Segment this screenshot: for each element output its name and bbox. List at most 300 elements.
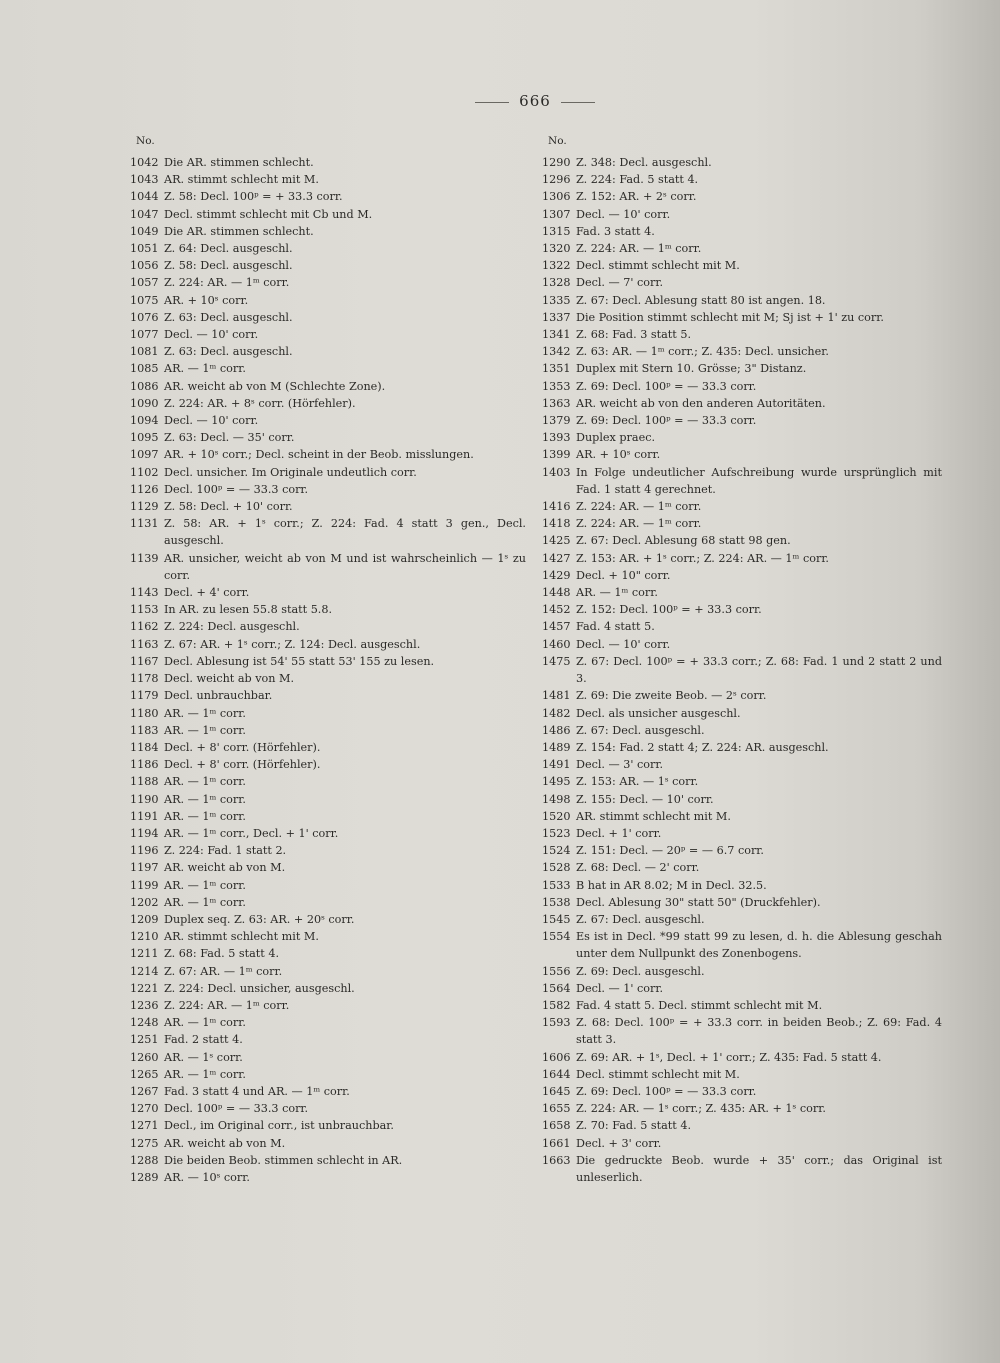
- entry-number: 1482: [542, 706, 571, 720]
- list-item: [542, 206, 942, 223]
- list-item: [130, 446, 526, 463]
- entry-number: 1655: [542, 1102, 571, 1116]
- entry-text: Decl. Ablesung 30" statt 50" (Druckfehler).: [576, 895, 821, 909]
- list-item: [130, 360, 526, 377]
- entry-text: AR. — 1ˢ corr.: [164, 1050, 243, 1064]
- list-item: [130, 722, 526, 739]
- entry-text: Z. 67: Decl. Ablesung 68 statt 98 gen.: [576, 534, 791, 548]
- entry-number: 1042: [130, 156, 159, 169]
- list-item: [542, 446, 942, 463]
- entry-text: Decl. — 10' corr.: [164, 414, 259, 428]
- entry-number: 1335: [542, 293, 571, 307]
- entry-text: Decl. 100ᵖ = — 33.3 corr.: [164, 1102, 309, 1116]
- list-item: [130, 309, 526, 326]
- entry-text: Z. 154: Fad. 2 statt 4; Z. 224: AR. ausgeschl.: [576, 740, 829, 754]
- entry-number: 1486: [542, 723, 571, 737]
- list-item: [130, 429, 526, 446]
- entry-text: Es ist in Decl. *99 statt 99 zu lesen, d. h. die Ablesung geschah unter dem Nullpunkt des Zonenbogens.: [576, 930, 942, 961]
- entry-text: Z. 224: AR. — 1ᵐ corr.: [164, 998, 290, 1012]
- entry-text: Decl. stimmt schlecht mit M.: [576, 259, 740, 273]
- list-item: [542, 1014, 942, 1048]
- left-entry-list: [130, 154, 526, 1186]
- entry-number: 1538: [542, 895, 571, 909]
- entry-text: Z. 151: Decl. — 20ᵖ = — 6.7 corr.: [576, 844, 764, 858]
- entry-text: Z. 70: Fad. 5 statt 4.: [576, 1119, 691, 1133]
- entry-text: Die beiden Beob. stimmen schlecht in AR.: [164, 1153, 403, 1167]
- entry-number: 1306: [542, 190, 571, 204]
- entry-number: 1077: [130, 328, 159, 342]
- entry-text: Die gedruckte Beob. wurde + 35' corr.; das Original ist unleserlich.: [576, 1153, 942, 1184]
- entry-text: Z. 58: Decl. + 10' corr.: [164, 500, 293, 514]
- list-item: [542, 601, 942, 618]
- list-item: [130, 481, 526, 498]
- list-item: [542, 636, 942, 653]
- entry-text: Fad. 3 statt 4 und AR. — 1ᵐ corr.: [164, 1084, 350, 1098]
- entry-text: Decl. + 3' corr.: [576, 1136, 662, 1150]
- entry-number: 1270: [130, 1102, 159, 1116]
- list-item: [130, 687, 526, 704]
- list-item: [130, 1117, 526, 1134]
- list-item: [130, 326, 526, 343]
- entry-number: 1658: [542, 1119, 571, 1133]
- entry-text: AR. — 1ᵐ corr.: [164, 706, 246, 720]
- list-item: [130, 223, 526, 240]
- entry-number: 1457: [542, 620, 571, 634]
- entry-text: Duplex seq. Z. 63: AR. + 20ˢ corr.: [164, 912, 355, 926]
- list-item: [542, 687, 942, 704]
- list-item: [130, 274, 526, 291]
- list-item: [542, 722, 942, 739]
- entry-number: 1209: [130, 912, 159, 926]
- list-item: [542, 412, 942, 429]
- list-item: [130, 154, 526, 171]
- list-item: [130, 859, 526, 876]
- list-item: [130, 206, 526, 223]
- left-column: [130, 134, 526, 1186]
- entry-text: Z. 153: AR. — 1ˢ corr.: [576, 775, 699, 789]
- entry-text: Z. 68: Fad. 5 statt 4.: [164, 947, 279, 961]
- entry-number: 1520: [542, 809, 571, 823]
- entry-text: Z. 224: AR. — 1ᵐ corr.: [576, 517, 702, 531]
- entry-number: 1425: [542, 534, 571, 548]
- entry-number: 1556: [542, 964, 571, 978]
- list-item: [542, 1117, 942, 1134]
- entry-text: Decl. stimmt schlecht mit Cb und M.: [164, 207, 373, 221]
- entry-number: 1564: [542, 981, 571, 995]
- list-item: [130, 808, 526, 825]
- entry-text: Decl. unbrauchbar.: [164, 689, 273, 703]
- entry-number: 1097: [130, 448, 159, 462]
- entry-text: AR. weicht ab von M.: [164, 861, 286, 875]
- entry-number: 1288: [130, 1153, 159, 1167]
- list-item: [542, 326, 942, 343]
- list-item: [542, 395, 942, 412]
- entry-number: 1320: [542, 242, 571, 256]
- list-item: [542, 188, 942, 205]
- entry-text: Z. 155: Decl. — 10' corr.: [576, 792, 714, 806]
- entry-text: Decl. — 10' corr.: [164, 328, 259, 342]
- list-item: [542, 618, 942, 635]
- list-item: [130, 894, 526, 911]
- entry-number: 1076: [130, 310, 159, 324]
- entry-text: Z. 68: Fad. 3 statt 5.: [576, 328, 691, 342]
- entry-number: 1663: [542, 1153, 571, 1167]
- entry-text: Z. 69: Die zweite Beob. — 2ˢ corr.: [576, 689, 767, 703]
- list-item: [542, 309, 942, 326]
- entry-number: 1139: [130, 551, 159, 565]
- entry-number: 1606: [542, 1050, 571, 1064]
- entry-number: 1481: [542, 689, 571, 703]
- entry-text: Decl. unsicher. Im Originale undeutlich corr.: [164, 465, 417, 479]
- entry-text: Die AR. stimmen schlecht.: [164, 156, 314, 169]
- entry-number: 1315: [542, 224, 571, 238]
- entry-text: Duplex mit Stern 10. Grösse; 3" Distanz.: [576, 362, 807, 376]
- entry-text: AR. — 1ᵐ corr.: [164, 895, 246, 909]
- entry-text: Z. 67: Decl. Ablesung statt 80 ist angen. 18.: [576, 293, 826, 307]
- list-item: [130, 1031, 526, 1048]
- entry-number: 1090: [130, 396, 159, 410]
- entry-number: 1085: [130, 362, 159, 376]
- entry-number: 1661: [542, 1136, 571, 1150]
- list-item: [130, 378, 526, 395]
- list-item: [542, 274, 942, 291]
- list-item: [130, 464, 526, 481]
- entry-text: Z. 224: AR. — 1ᵐ corr.: [576, 242, 702, 256]
- list-item: [542, 928, 942, 962]
- list-item: [130, 618, 526, 635]
- list-item: [130, 877, 526, 894]
- entry-text: AR. — 1ᵐ corr.: [164, 775, 246, 789]
- list-item: [542, 154, 942, 171]
- entry-number: 1196: [130, 844, 159, 858]
- entry-number: 1403: [542, 465, 571, 479]
- entry-text: Decl. + 10" corr.: [576, 568, 671, 582]
- entry-text: Decl. als unsicher ausgeschl.: [576, 706, 741, 720]
- list-item: [130, 928, 526, 945]
- list-item: [130, 739, 526, 756]
- list-item: [130, 980, 526, 997]
- entry-text: Z. 69: Decl. ausgeschl.: [576, 964, 705, 978]
- entry-text: Z. 63: AR. — 1ᵐ corr.; Z. 435: Decl. unsicher.: [576, 345, 829, 359]
- entry-text: Z. 68: Decl. — 2' corr.: [576, 861, 700, 875]
- entry-number: 1162: [130, 620, 159, 634]
- header-rule-left: [475, 102, 509, 103]
- entry-number: 1533: [542, 878, 571, 892]
- entry-number: 1593: [542, 1016, 571, 1030]
- list-item: [542, 171, 942, 188]
- list-item: [542, 1083, 942, 1100]
- entry-number: 1495: [542, 775, 571, 789]
- entry-number: 1184: [130, 740, 159, 754]
- entry-number: 1086: [130, 379, 159, 393]
- entry-number: 1353: [542, 379, 571, 393]
- list-item: [542, 894, 942, 911]
- entry-text: Z. 348: Decl. ausgeschl.: [576, 156, 712, 169]
- entry-text: AR. stimmt schlecht mit M.: [164, 173, 319, 187]
- list-item: [130, 756, 526, 773]
- entry-text: AR. + 10ˢ corr.: [576, 448, 661, 462]
- entry-number: 1221: [130, 981, 159, 995]
- left-column-heading: No.: [136, 135, 155, 147]
- list-item: [130, 825, 526, 842]
- entry-text: Die AR. stimmen schlecht.: [164, 224, 314, 238]
- entry-number: 1214: [130, 964, 159, 978]
- list-item: [130, 963, 526, 980]
- entry-number: 1248: [130, 1016, 159, 1030]
- entry-text: Fad. 2 statt 4.: [164, 1033, 243, 1047]
- entry-text: AR. — 1ᵐ corr.: [164, 723, 246, 737]
- entry-text: Z. 224: AR. — 1ᵐ corr.: [164, 276, 290, 290]
- entry-text: Decl. stimmt schlecht mit M.: [576, 1067, 740, 1081]
- entry-number: 1337: [542, 310, 571, 324]
- entry-text: AR. — 1ᵐ corr.: [164, 878, 246, 892]
- entry-number: 1236: [130, 998, 159, 1012]
- entry-text: AR. + 10ˢ corr.; Decl. scheint in der Beob. misslungen.: [164, 448, 474, 462]
- entry-number: 1341: [542, 328, 571, 342]
- entry-number: 1180: [130, 706, 159, 720]
- list-item: [130, 1014, 526, 1031]
- list-item: [542, 997, 942, 1014]
- entry-text: Z. 224: AR. — 1ˢ corr.; Z. 435: AR. + 1ˢ corr.: [576, 1102, 826, 1116]
- entry-number: 1047: [130, 207, 159, 221]
- list-item: [542, 808, 942, 825]
- list-item: [130, 791, 526, 808]
- entry-number: 1129: [130, 500, 159, 514]
- list-item: [130, 1169, 526, 1186]
- list-item: [542, 223, 942, 240]
- list-item: [130, 292, 526, 309]
- entry-number: 1094: [130, 414, 159, 428]
- entry-number: 1271: [130, 1119, 159, 1133]
- entry-text: Decl. — 10' corr.: [576, 637, 671, 651]
- entry-text: Z. 69: Decl. 100ᵖ = — 33.3 corr.: [576, 1084, 757, 1098]
- entry-text: Decl. — 1' corr.: [576, 981, 664, 995]
- entry-text: Decl. — 3' corr.: [576, 758, 664, 772]
- entry-number: 1328: [542, 276, 571, 290]
- entry-text: Z. 69: Decl. 100ᵖ = — 33.3 corr.: [576, 414, 757, 428]
- list-item: [130, 773, 526, 790]
- list-item: [130, 997, 526, 1014]
- entry-text: AR. — 1ᵐ corr.: [164, 362, 246, 376]
- entry-number: 1399: [542, 448, 571, 462]
- entry-number: 1163: [130, 637, 159, 651]
- list-item: [130, 1083, 526, 1100]
- entry-text: Decl. weicht ab von M.: [164, 672, 295, 686]
- entry-number: 1460: [542, 637, 571, 651]
- list-item: [130, 1152, 526, 1169]
- list-item: [542, 567, 942, 584]
- entry-text: AR. stimmt schlecht mit M.: [164, 930, 319, 944]
- list-item: [542, 739, 942, 756]
- entry-number: 1427: [542, 551, 571, 565]
- right-column: [542, 134, 942, 1186]
- list-item: [130, 911, 526, 928]
- entry-text: Z. 64: Decl. ausgeschl.: [164, 242, 293, 256]
- entry-text: AR. — 1ᵐ corr.: [164, 809, 246, 823]
- entry-number: 1322: [542, 259, 571, 273]
- entry-number: 1211: [130, 947, 159, 961]
- entry-number: 1379: [542, 414, 571, 428]
- entry-number: 1498: [542, 792, 571, 806]
- entry-number: 1491: [542, 758, 571, 772]
- right-column-heading: No.: [548, 135, 567, 147]
- entry-number: 1126: [130, 482, 159, 496]
- entry-number: 1448: [542, 586, 571, 600]
- entry-text: Decl. — 10' corr.: [576, 207, 671, 221]
- entry-number: 1179: [130, 689, 159, 703]
- list-item: [130, 412, 526, 429]
- entry-number: 1210: [130, 930, 159, 944]
- entry-number: 1275: [130, 1136, 159, 1150]
- entry-text: Z. 58: Decl. ausgeschl.: [164, 259, 293, 273]
- entry-number: 1043: [130, 173, 159, 187]
- entry-number: 1265: [130, 1067, 159, 1081]
- entry-number: 1267: [130, 1084, 159, 1098]
- entry-number: 1190: [130, 792, 159, 806]
- entry-text: Z. 68: Decl. 100ᵖ = + 33.3 corr. in beiden Beob.; Z. 69: Fad. 4 statt 3.: [576, 1016, 942, 1047]
- entry-text: Z. 224: Fad. 1 statt 2.: [164, 844, 287, 858]
- list-item: [542, 791, 942, 808]
- entry-number: 1183: [130, 723, 159, 737]
- list-item: [130, 240, 526, 257]
- list-item: [130, 842, 526, 859]
- entry-number: 1645: [542, 1084, 571, 1098]
- entry-text: AR. weicht ab von M (Schlechte Zone).: [164, 379, 386, 393]
- list-item: [542, 429, 942, 446]
- entry-text: Decl. Ablesung ist 54' 55 statt 53' 155 zu lesen.: [164, 654, 435, 668]
- list-item: [542, 464, 942, 498]
- entry-text: Duplex praec.: [576, 431, 656, 445]
- entry-text: Decl. — 7' corr.: [576, 276, 664, 290]
- entry-text: Fad. 3 statt 4.: [576, 224, 655, 238]
- list-item: [542, 911, 942, 928]
- list-item: [542, 378, 942, 395]
- entry-text: Z. 69: AR. + 1ˢ, Decl. + 1' corr.; Z. 435: Fad. 5 statt 4.: [576, 1050, 882, 1064]
- list-item: [542, 842, 942, 859]
- entry-number: 1342: [542, 345, 571, 359]
- list-item: [542, 515, 942, 532]
- entry-text: AR. — 1ᵐ corr.: [576, 586, 658, 600]
- list-item: [130, 1100, 526, 1117]
- entry-number: 1290: [542, 156, 571, 169]
- list-item: [542, 877, 942, 894]
- list-item: [542, 360, 942, 377]
- entry-text: Z. 67: Decl. 100ᵖ = + 33.3 corr.; Z. 68: Fad. 1 und 2 statt 2 und 3.: [576, 654, 942, 686]
- entry-number: 1153: [130, 603, 159, 617]
- entry-number: 1523: [542, 826, 571, 840]
- list-item: [130, 188, 526, 205]
- entry-text: Z. 224: AR. + 8ˢ corr. (Hörfehler).: [164, 396, 356, 410]
- list-item: [130, 584, 526, 601]
- entry-text: Decl. + 8' corr. (Hörfehler).: [164, 758, 321, 772]
- entry-number: 1044: [130, 190, 159, 204]
- entry-number: 1188: [130, 775, 159, 789]
- entry-number: 1191: [130, 809, 159, 823]
- entry-text: Z. 224: Fad. 5 statt 4.: [576, 173, 699, 187]
- entry-text: Decl. + 4' corr.: [164, 586, 250, 600]
- right-entry-list: [542, 154, 942, 1186]
- list-item: [542, 1066, 942, 1083]
- list-item: [542, 550, 942, 567]
- list-item: [542, 584, 942, 601]
- entry-text: Z. 67: Decl. ausgeschl.: [576, 723, 705, 737]
- entry-number: 1475: [542, 654, 571, 668]
- entry-number: 1197: [130, 861, 159, 875]
- entry-text: Decl. + 1' corr.: [576, 826, 662, 840]
- entry-text: Z. 67: AR. + 1ˢ corr.; Z. 124: Decl. ausgeschl.: [164, 637, 421, 651]
- entry-number: 1644: [542, 1067, 571, 1081]
- list-item: [130, 1066, 526, 1083]
- entry-text: AR. — 10ˢ corr.: [164, 1170, 250, 1184]
- entry-text: AR. weicht ab von M.: [164, 1136, 286, 1150]
- entry-number: 1452: [542, 603, 571, 617]
- entry-number: 1363: [542, 396, 571, 410]
- entry-number: 1251: [130, 1033, 159, 1047]
- entry-text: Decl. 100ᵖ = — 33.3 corr.: [164, 482, 309, 496]
- entry-number: 1528: [542, 861, 571, 875]
- entry-number: 1296: [542, 173, 571, 187]
- entry-number: 1049: [130, 224, 159, 238]
- entry-number: 1260: [130, 1050, 159, 1064]
- list-item: [542, 257, 942, 274]
- entry-text: Z. 152: Decl. 100ᵖ = + 33.3 corr.: [576, 603, 762, 617]
- entry-text: In AR. zu lesen 55.8 statt 5.8.: [164, 603, 333, 617]
- entry-number: 1095: [130, 431, 159, 445]
- list-item: [542, 1100, 942, 1117]
- entry-text: Z. 67: Decl. ausgeschl.: [576, 912, 705, 926]
- entry-text: Decl., im Original corr., ist unbrauchbar.: [164, 1119, 394, 1133]
- list-item: [130, 705, 526, 722]
- entry-text: Z. 224: Decl. ausgeschl.: [164, 620, 300, 634]
- entry-text: Z. 69: Decl. 100ᵖ = — 33.3 corr.: [576, 379, 757, 393]
- entry-number: 1199: [130, 878, 159, 892]
- list-item: [130, 945, 526, 962]
- entry-number: 1075: [130, 293, 159, 307]
- list-item: [542, 532, 942, 549]
- entry-text: Z. 63: Decl. ausgeschl.: [164, 310, 293, 324]
- entry-number: 1351: [542, 362, 571, 376]
- entry-text: AR. — 1ᵐ corr.: [164, 792, 246, 806]
- entry-text: Z. 153: AR. + 1ˢ corr.; Z. 224: AR. — 1ᵐ corr.: [576, 551, 829, 565]
- list-item: [542, 825, 942, 842]
- entry-text: Fad. 4 statt 5. Decl. stimmt schlecht mit M.: [576, 998, 823, 1012]
- entry-number: 1202: [130, 895, 159, 909]
- entry-number: 1489: [542, 740, 571, 754]
- list-item: [542, 705, 942, 722]
- entry-text: Z. 63: Decl. ausgeschl.: [164, 345, 293, 359]
- entry-number: 1582: [542, 998, 571, 1012]
- list-item: [542, 292, 942, 309]
- entry-text: In Folge undeutlicher Aufschreibung wurde ursprünglich mit Fad. 1 statt 4 gerechnet.: [576, 465, 942, 496]
- entry-number: 1057: [130, 276, 159, 290]
- list-item: [542, 773, 942, 790]
- entry-text: AR. — 1ᵐ corr.: [164, 1016, 246, 1030]
- entry-text: AR. — 1ᵐ corr.: [164, 1067, 246, 1081]
- entry-text: Decl. + 8' corr. (Hörfehler).: [164, 740, 321, 754]
- list-item: [542, 653, 942, 687]
- entry-text: AR. weicht ab von den anderen Autoritäten.: [576, 396, 826, 410]
- header-rule-right: [561, 102, 595, 103]
- entry-number: 1051: [130, 242, 159, 256]
- list-item: [130, 515, 526, 549]
- list-item: [542, 498, 942, 515]
- entry-number: 1524: [542, 844, 571, 858]
- list-item: [130, 653, 526, 670]
- list-item: [542, 1049, 942, 1066]
- list-item: [130, 636, 526, 653]
- list-item: [542, 1135, 942, 1152]
- list-item: [542, 343, 942, 360]
